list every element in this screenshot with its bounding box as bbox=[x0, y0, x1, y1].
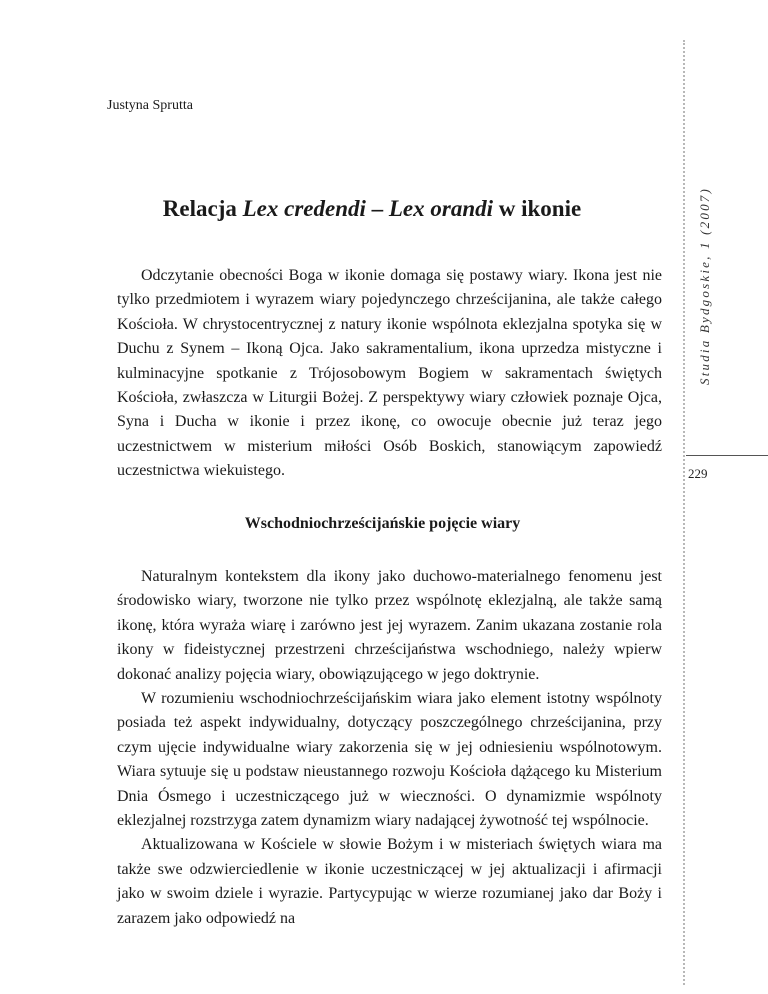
abstract bbox=[117, 264, 662, 484]
title-suffix: w ikonie bbox=[493, 196, 582, 221]
author-name: Justyna Sprutta bbox=[107, 98, 193, 113]
body-paragraph-2: W rozumieniu wschodniochrześcijańskim wiara jako element istotny wspólnoty posiada też aspekt indywidualny, dotyczący poszczególnego chrześcijanina, przy czym ujęcie indywidualne wiary zakorzenia się w jej odniesieniu wspólnotowym. Wiara sytuuje się u podstaw nieustannego rozwoju Kościoła dążącego ku Misterium Dnia Ósmego i uczestniczącego już w wieczności. O dynamizmie wspólnoty eklezjalnej rozstrzyga zatem dynamizm wiary nadającej żywotność tej wspólnocie. bbox=[117, 690, 662, 830]
title-prefix: Relacja bbox=[162, 196, 243, 221]
margin-dotted-rule bbox=[683, 40, 685, 985]
article-title bbox=[0, 196, 744, 222]
title-italic-lex-credendi: Lex credendi bbox=[242, 196, 366, 221]
body-paragraph-1: Naturalnym kontekstem dla ikony jako duchowo-materialnego fenomenu jest środowisko wiary, tworzone nie tylko przez wspólnotę eklezjalną, ale także samą ikonę, która wyraża wiarę i zarówno jest jej wyrazem. Zanim ukazana zostanie rola ikony w fideistycznej przestrzeni chrześcijaństwa wschodniego, należy wpierw dokonać analizy pojęcia wiary, obowiązującego w jego doktrynie. bbox=[117, 568, 662, 683]
title-dash: – bbox=[365, 196, 389, 221]
journal-name: Studia Bydgoskie, 1 (2007) bbox=[697, 186, 712, 385]
page-number: 229 bbox=[688, 466, 708, 481]
section-heading: Wschodniochrześcijańskie pojęcie wiary bbox=[244, 515, 521, 532]
page-number-rule bbox=[686, 455, 768, 456]
section-body bbox=[117, 565, 662, 931]
abstract-paragraph: Odczytanie obecności Boga w ikonie domaga się postawy wiary. Ikona jest nie tylko przedmiotem i wyrazem wiary pojedynczego chrześcijanina, ale także całego Kościoła. W chrystocentrycznej z natury ikonie wspólnota eklezjalna spotyka się w Duchu z Synem – Ikoną Ojca. Jako sakramentalium, ikona uprzedza mistyczne i kulminacyjne spotkanie z Trójosobowym Bogiem w sakramentach świętych Kościoła, zwłaszcza w Liturgii Bożej. Z perspektywy wiary człowiek poznaje Ojca, Syna i Ducha w ikonie i przez ikonę, co owocuje obecnie już teraz jego uczestnictwem w misterium miłości Osób Boskich, stanowiącym zapowiedź uczestnictwa wiekuistego. bbox=[117, 267, 662, 480]
title-italic-lex-orandi: Lex orandi bbox=[388, 196, 494, 221]
body-paragraph-3: Aktualizowana w Kościele w słowie Bożym i w misteriach świętych wiara ma także swe odzwierciedlenie w ikonie uczestniczącej w jej aktualizacji i afirmacji jako w swoim dziele i wyrazie. Partycypując w wierze rozumianej jako dar Boży i zarazem jako odpowiedź na bbox=[117, 836, 662, 927]
